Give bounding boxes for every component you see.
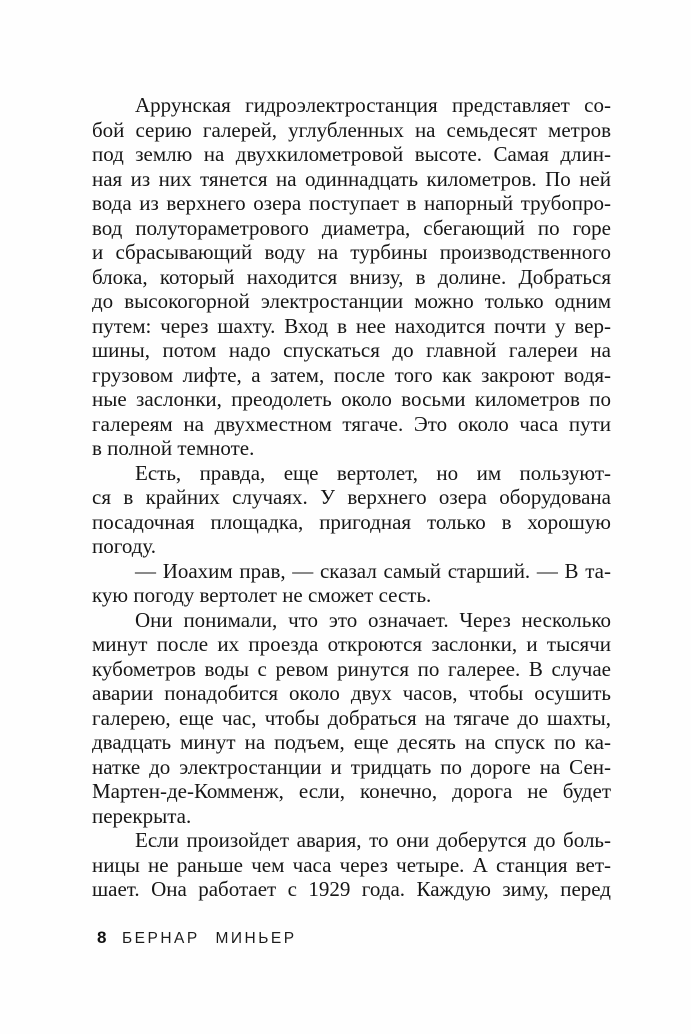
text-line: ная из них тянется на одиннадцать километров. По ней <box>92 166 611 191</box>
text-line: грузовом лифте, а затем, после того как закроют водя- <box>92 362 611 387</box>
text-line: двадцать минут на подъем, еще десять на спуск по ка- <box>92 730 611 754</box>
text-line: бой серию галерей, углубленных на семьдесят метров <box>92 117 611 142</box>
page-number: 8 <box>97 928 107 947</box>
text-line: — Иоахим прав, — сказал самый старший. — В та- <box>135 558 611 583</box>
text-line: Аррунская гидроэлектростанция представляет со- <box>135 93 611 117</box>
text-line: Есть, правда, еще вертолет, но им пользуют- <box>135 460 611 485</box>
text-line: вод полутораметрового диаметра, сбегающий по горе <box>92 215 611 240</box>
text-line: ницы не раньше чем часа через четыре. А станция вет- <box>92 852 611 877</box>
page-footer <box>97 928 297 948</box>
text-line: минут после их проезда откроются заслонки, и тысячи <box>92 632 611 656</box>
text-line: аварии понадобится около двух часов, чтобы осушить <box>92 681 611 705</box>
text-line: шины, потом надо спускаться до главной галереи на <box>92 338 611 362</box>
text-line: кубометров воды с ревом ринутся по галерее. В случае <box>92 656 611 681</box>
text-line: в полной темноте. <box>92 436 255 460</box>
text-line: путем: через шахту. Вход в нее находится почти у вер- <box>92 313 611 338</box>
text-line: и сбрасывающий воду на турбины производственного <box>92 240 611 264</box>
running-title: БЕРНАР МИНЬЕР <box>121 930 297 947</box>
text-line: шает. Она работает с 1929 года. Каждую зиму, перед <box>92 877 611 901</box>
text-line: галерею, еще час, чтобы добраться на тягаче до шахты, <box>92 705 611 730</box>
text-line: кую погоду вертолет не сможет сесть. <box>92 583 432 607</box>
text-line: блока, который находится внизу, в долине. Добраться <box>92 264 611 289</box>
text-line: под землю на двухкилометровой высоте. Самая длин- <box>92 142 611 166</box>
text-line: посадочная площадка, пригодная только в хорошую <box>92 509 611 534</box>
text-line: ные заслонки, преодолеть около восьми километров по <box>92 387 611 411</box>
text-line: Они понимали, что это означает. Через несколько <box>135 607 611 632</box>
text-line: вода из верхнего озера поступает в напорный трубопро- <box>92 191 611 215</box>
text-line: натке до электростанции и тридцать по дороге на Сен- <box>92 754 611 779</box>
text-line: до высокогорной электростанции можно только одним <box>92 289 611 313</box>
text-line: погоду. <box>92 534 157 558</box>
text-line: Если произойдет авария, то они доберутся до боль- <box>135 828 611 852</box>
text-line: перекрыта. <box>92 803 192 828</box>
text-line: Мартен-де-Комменж, если, конечно, дорога не будет <box>92 779 611 803</box>
body-text <box>92 93 611 902</box>
text-line: ся в крайних случаях. У верхнего озера оборудована <box>92 485 611 509</box>
text-line: галереям на двухместном тягаче. Это около часа пути <box>92 411 611 436</box>
